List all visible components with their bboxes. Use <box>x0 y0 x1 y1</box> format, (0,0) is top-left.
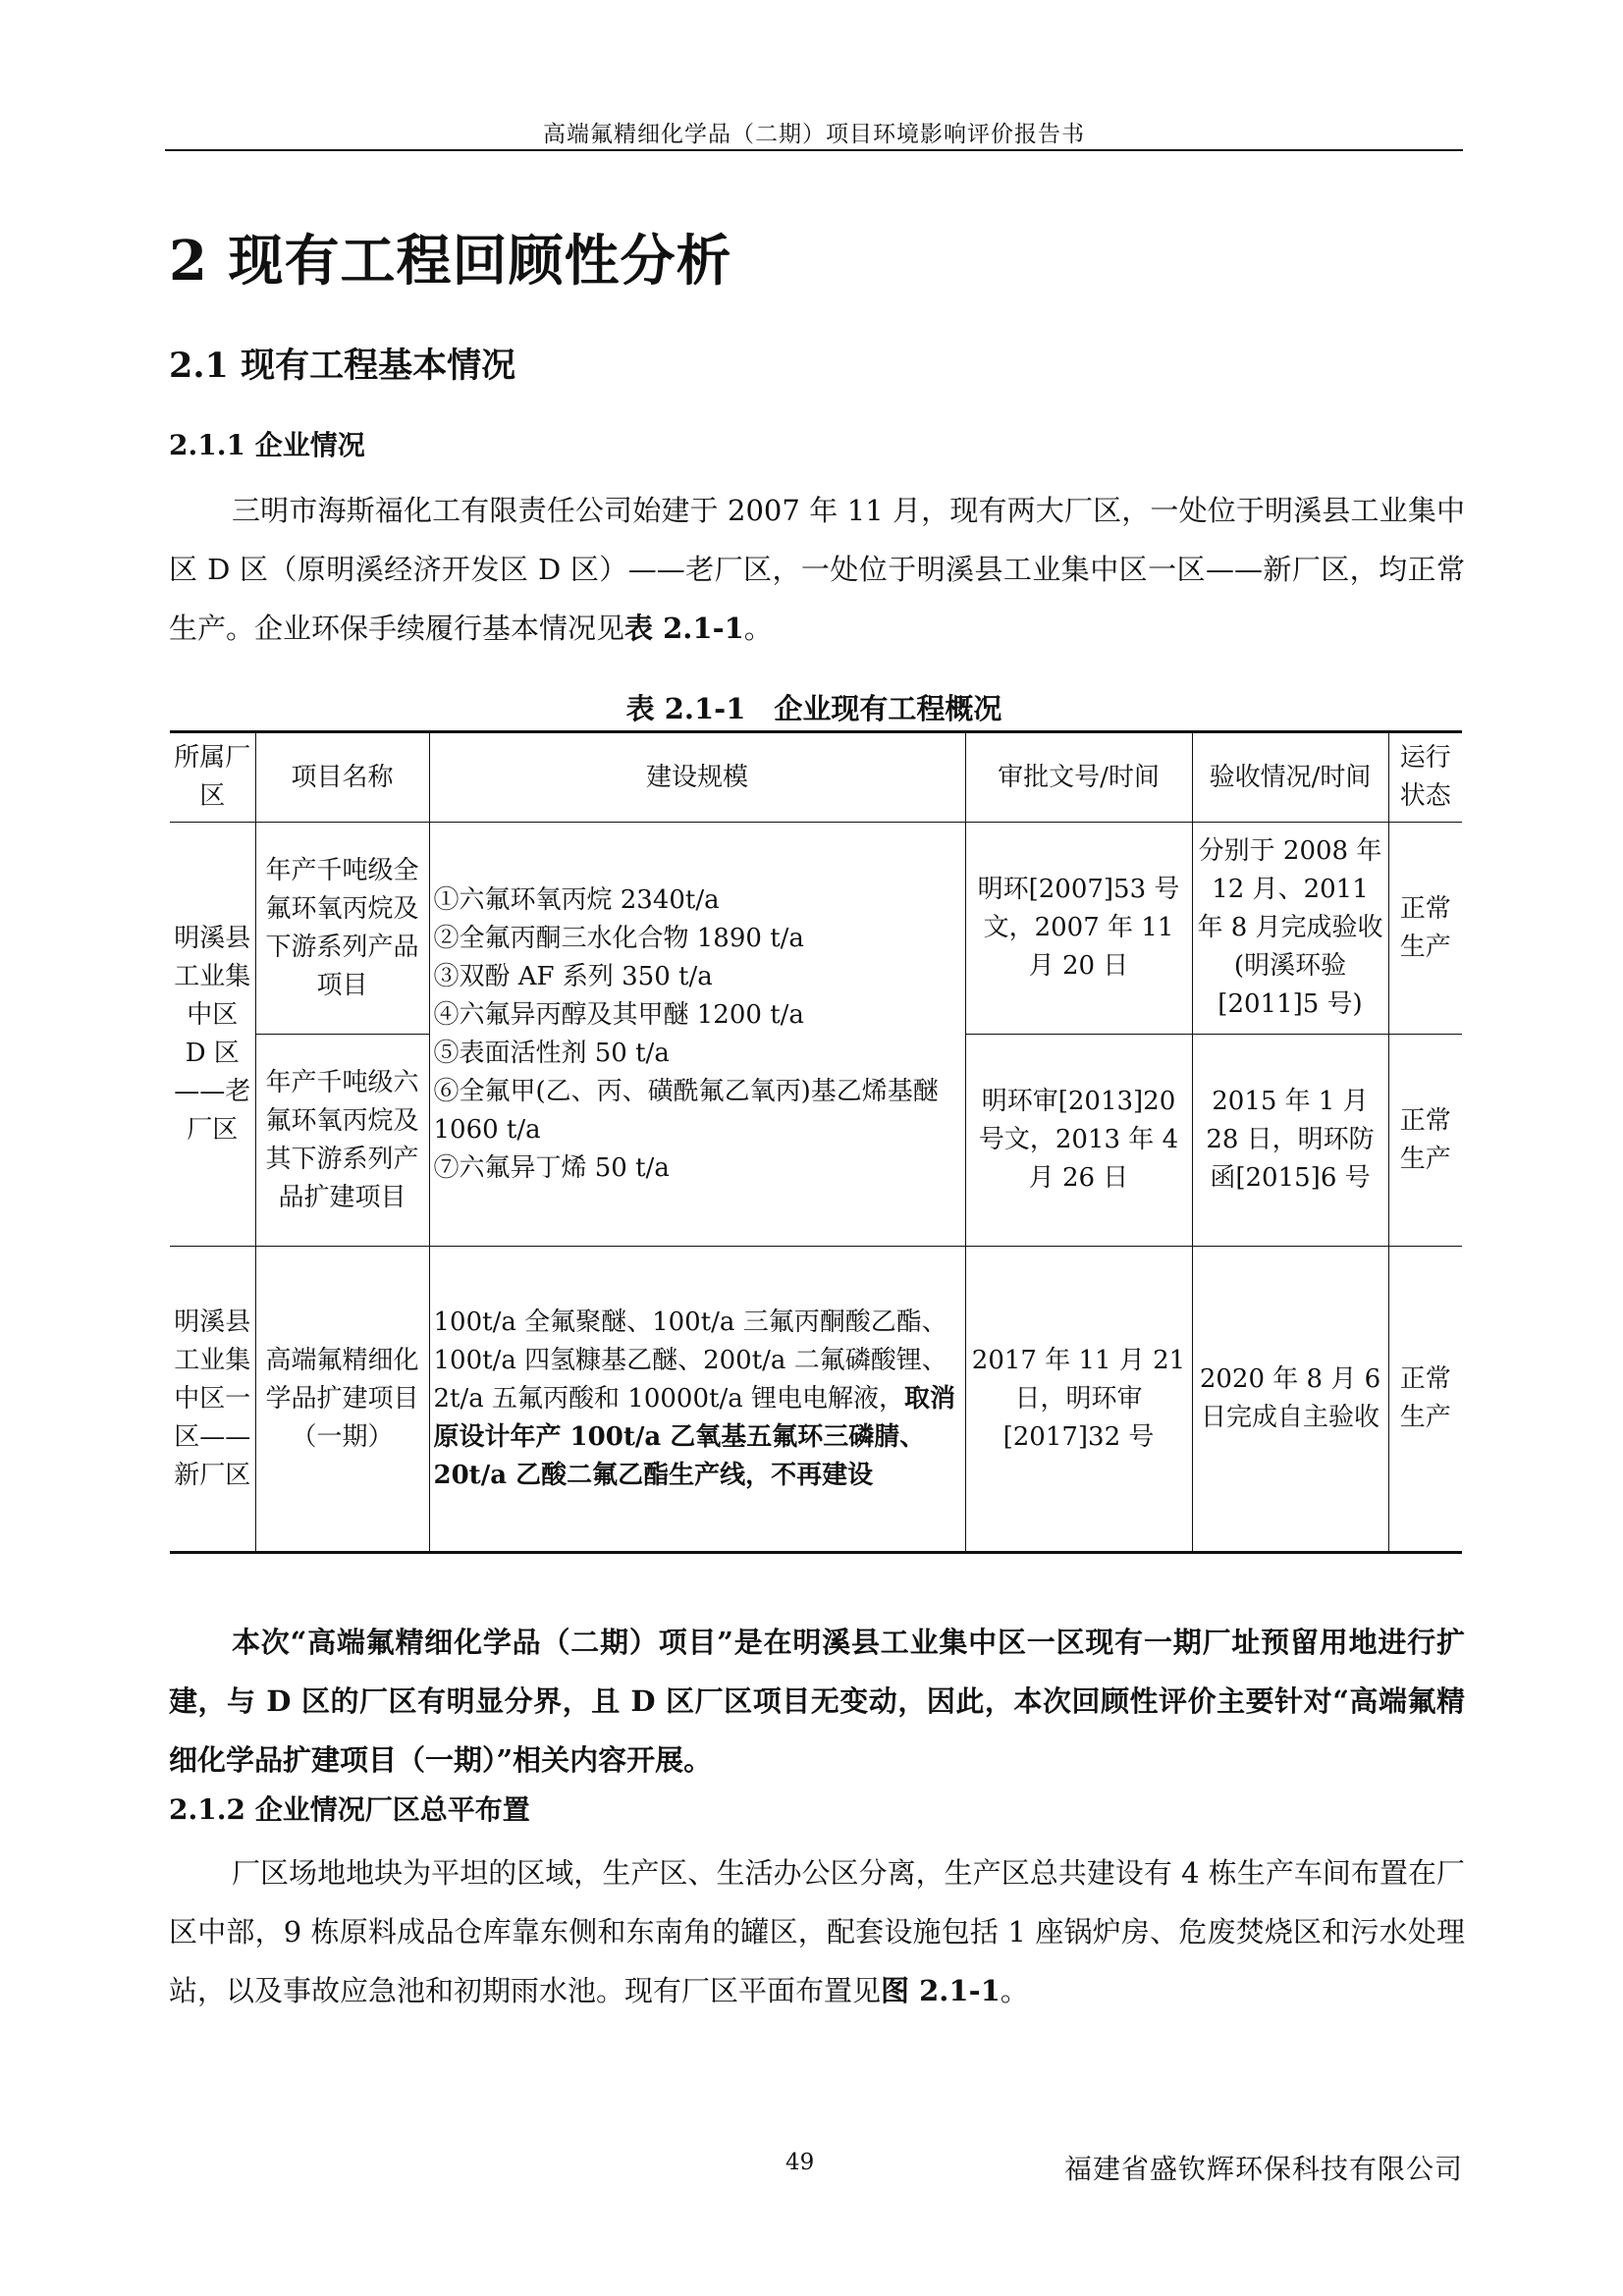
chapter-title: 2 现有工程回顾性分析 <box>169 229 732 294</box>
section-title: 2.1 现有工程基本情况 <box>169 346 516 386</box>
header-acceptance: 验收情况/时间 <box>1192 732 1388 823</box>
header-project-name: 项目名称 <box>255 732 429 823</box>
cell-approval: 明环[2007]53 号文，2007 年 11 月 20 日 <box>965 823 1192 1035</box>
scale-item: ④六氟异丙醇及其甲醚 1200 t/a <box>433 999 804 1030</box>
company-name: 福建省盛钦辉环保科技有限公司 <box>1063 2153 1463 2185</box>
paragraph-text: 三明市海斯福化工有限责任公司始建于 2007 年 11 月，现有两大厂区，一处位于明溪县工业集中区 D 区（原明溪经济开发区 D 区）——老厂区，一处位于明溪县工业集中区一区——新厂区，均正常生产。企业环保手续履行基本情况见 <box>169 494 1465 645</box>
cell-acceptance: 分别于 2008 年 12 月、2011 年 8 月完成验收(明溪环验[2011]5 号) <box>1192 823 1388 1035</box>
header-scale: 建设规模 <box>429 732 965 823</box>
cell-approval: 2017 年 11 月 21 日，明环审[2017]32 号 <box>965 1247 1192 1553</box>
cell-status: 正常生产 <box>1388 1247 1462 1553</box>
paragraph-layout <box>169 1843 1465 2020</box>
header-area: 所属厂区 <box>170 732 255 823</box>
table-row <box>170 823 1462 1035</box>
table-caption: 表 2.1-1 企业现有工程概况 <box>625 692 1002 725</box>
running-header: 高端氟精细化学品（二期）项目环境影响评价报告书 <box>543 122 1085 147</box>
page-number: 49 <box>785 2150 815 2175</box>
cell-project-name: 年产千吨级全氟环氧丙烷及下游系列产品项目 <box>255 823 429 1035</box>
subsection-title-1: 2.1.1 企业情况 <box>169 429 365 461</box>
paragraph-company-intro <box>169 481 1465 658</box>
cell-area-new: 明溪县工业集中区一区——新厂区 <box>170 1247 255 1553</box>
paragraph-end: 。 <box>1000 1974 1029 2007</box>
cell-scale-new <box>429 1247 965 1553</box>
table-row <box>170 1247 1462 1553</box>
cell-area-old: 明溪县工业集中区 D 区——老厂区 <box>170 823 255 1247</box>
cell-acceptance: 2015 年 1 月 28 日，明环防函[2015]6 号 <box>1192 1035 1388 1247</box>
cell-status: 正常生产 <box>1388 1035 1462 1247</box>
table-reference: 表 2.1-1 <box>624 612 744 645</box>
paragraph-end: 。 <box>743 612 773 645</box>
scale-new-cancelled: 取消原设计年产 100t/a 乙氧基五氟环三磷腈、20t/a 乙酸二氟乙酯生产线，不再建设 <box>433 1383 955 1490</box>
paragraph-review-scope: 本次“高端氟精细化学品（二期）项目”是在明溪县工业集中区一区现有一期厂址预留用地进行扩建，与 D 区的厂区有明显分界，且 D 区厂区项目无变动，因此，本次回顾性评价主要针对“高端氟精细化学品扩建项目（一期）”相关内容开展。 <box>169 1626 1465 1777</box>
header-status: 运行状态 <box>1388 732 1462 823</box>
cell-status: 正常生产 <box>1388 823 1462 1035</box>
cell-project-name: 年产千吨级六氟环氧丙烷及其下游系列产品扩建项目 <box>255 1035 429 1247</box>
cell-project-name: 高端氟精细化学品扩建项目（一期） <box>255 1247 429 1553</box>
table-header-row <box>170 732 1462 823</box>
cell-approval: 明环审[2013]20 号文，2013 年 4 月 26 日 <box>965 1035 1192 1247</box>
scale-item: ①六氟环氧丙烷 2340t/a <box>433 884 720 915</box>
subsection-title-2: 2.1.2 企业情况厂区总平布置 <box>169 1793 530 1826</box>
scale-item: ②全氟丙酮三水化合物 1890 t/a <box>433 923 804 953</box>
scale-new-text: 100t/a 全氟聚醚、100t/a 三氟丙酮酸乙酯、100t/a 四氢糠基乙醚、200t/a 二氟磷酸锂、2t/a 五氟丙酸和 10000t/a 锂电电解液， <box>433 1307 947 1414</box>
existing-projects-table <box>170 730 1462 1554</box>
scale-item: ③双酚 AF 系列 350 t/a <box>433 961 713 991</box>
scale-item: ⑥全氟甲(乙、丙、磺酰氟乙氧丙)基乙烯基醚 1060 t/a <box>433 1076 939 1145</box>
header-rule <box>165 149 1463 151</box>
cell-scale-old <box>429 823 965 1247</box>
cell-acceptance: 2020 年 8 月 6 日完成自主验收 <box>1192 1247 1388 1553</box>
figure-reference: 图 2.1-1 <box>881 1974 1001 2007</box>
header-approval: 审批文号/时间 <box>965 732 1192 823</box>
scale-item: ⑦六氟异丁烯 50 t/a <box>433 1152 670 1183</box>
scale-item: ⑤表面活性剂 50 t/a <box>433 1038 670 1068</box>
paragraph-text: 厂区场地地块为平坦的区域，生产区、生活办公区分离，生产区总共建设有 4 栋生产车间布置在厂区中部，9 栋原料成品仓库靠东侧和东南角的罐区，配套设施包括 1 座锅炉房、危废焚烧区和污水处理站，以及事故应急池和初期雨水池。现有厂区平面布置见 <box>169 1856 1465 2007</box>
